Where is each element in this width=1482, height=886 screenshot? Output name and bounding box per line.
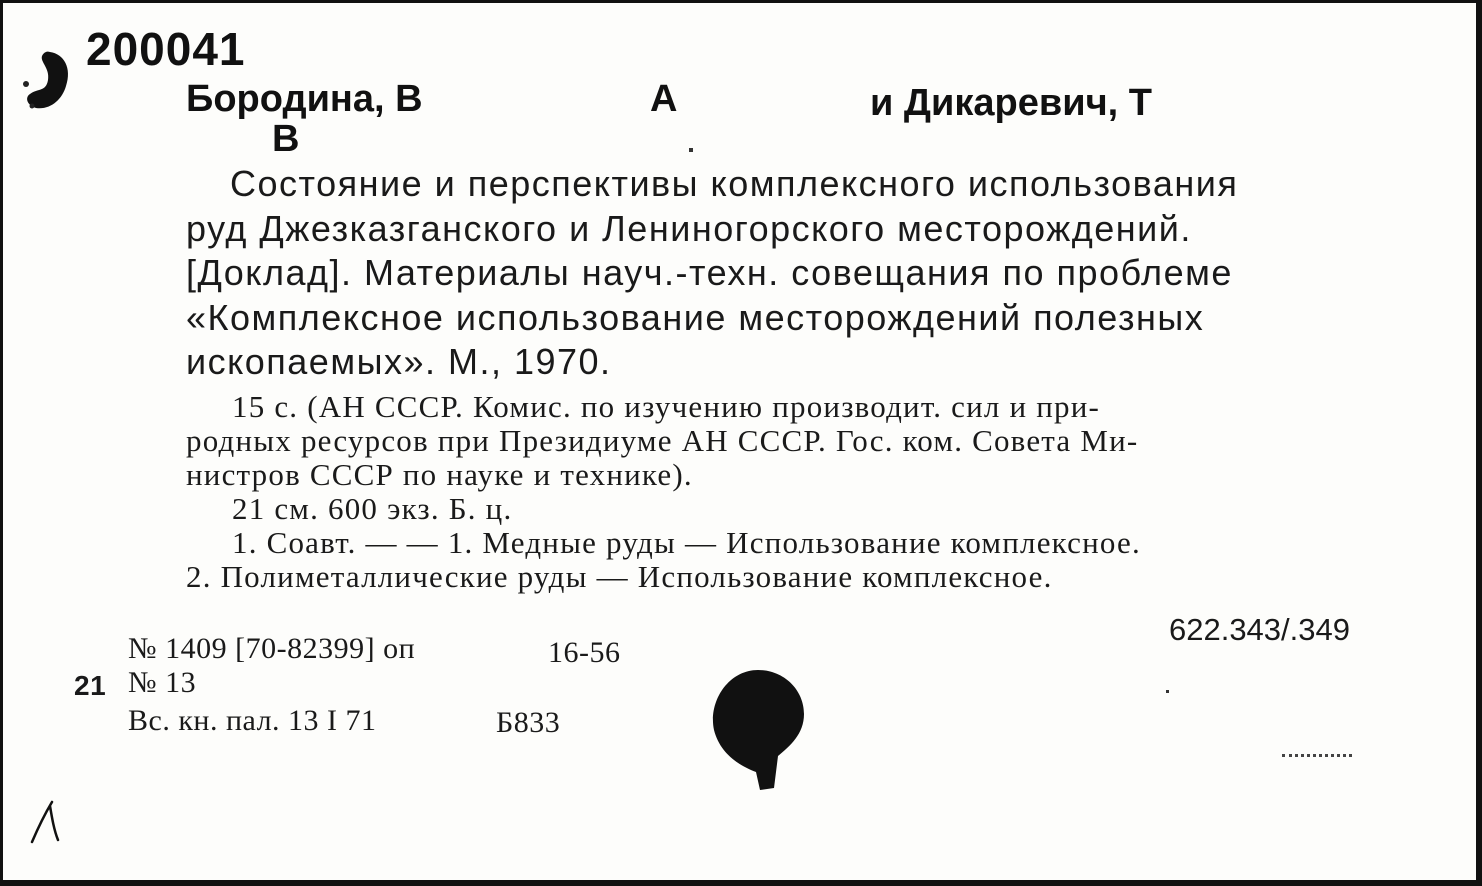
stamp-number: 200041 (86, 23, 246, 75)
card-right-edge (1476, 0, 1482, 886)
title-line: руд Джезказганского и Лениногорского месторождений. (186, 207, 1192, 249)
title-line: ископаемых». М., 1970. (186, 341, 612, 383)
author-name-part4: В (272, 118, 300, 160)
title-line: [Доклад]. Материалы науч.-техн. совещания по проблеме (186, 252, 1233, 294)
author-name-part1: Бородина, В (186, 78, 423, 120)
prefix-number: 21 (74, 670, 107, 701)
ink-speck (1166, 690, 1169, 693)
description-line: 1. Соавт. — — 1. Медные руды — Использование комплексное. (232, 525, 1141, 560)
description-line: нистров СССР по науке и технике). (186, 457, 693, 492)
description-line: родных ресурсов при Президиуме АН СССР. Гос. ком. Совета Ми- (186, 423, 1139, 458)
classification-code: 622.343/.349 (1168, 612, 1350, 647)
handwritten-mark-icon (28, 798, 62, 846)
chamber-code: Б833 (496, 706, 561, 739)
order-code: 16-56 (548, 636, 621, 669)
title-line: Состояние и перспективы комплексного использования (230, 163, 1239, 204)
author-name-part2: А (650, 78, 678, 120)
card-bottom-edge (0, 880, 1482, 886)
chamber-line: Вс. кн. пал. 13 I 71 (128, 704, 377, 737)
number-line: № 13 (128, 666, 197, 699)
ink-blot-icon (20, 48, 74, 114)
description-block (186, 390, 1356, 594)
card-hole-icon (710, 668, 806, 792)
ink-speck (689, 148, 693, 152)
title-line: «Комплексное использование месторождений полезных (186, 296, 1205, 338)
title-block (186, 162, 1366, 385)
author-name-part3: и Дикаревич, Т (870, 82, 1152, 124)
dotted-mark (1282, 754, 1352, 760)
description-line: 2. Полиметаллические руды — Использование комплексное. (186, 559, 1053, 594)
description-line: 21 см. 600 экз. Б. ц. (232, 491, 513, 526)
order-line: № 1409 [70-82399] оп (128, 632, 416, 665)
description-line: 15 с. (АН СССР. Комис. по изучению производит. сил и при- (232, 389, 1101, 424)
